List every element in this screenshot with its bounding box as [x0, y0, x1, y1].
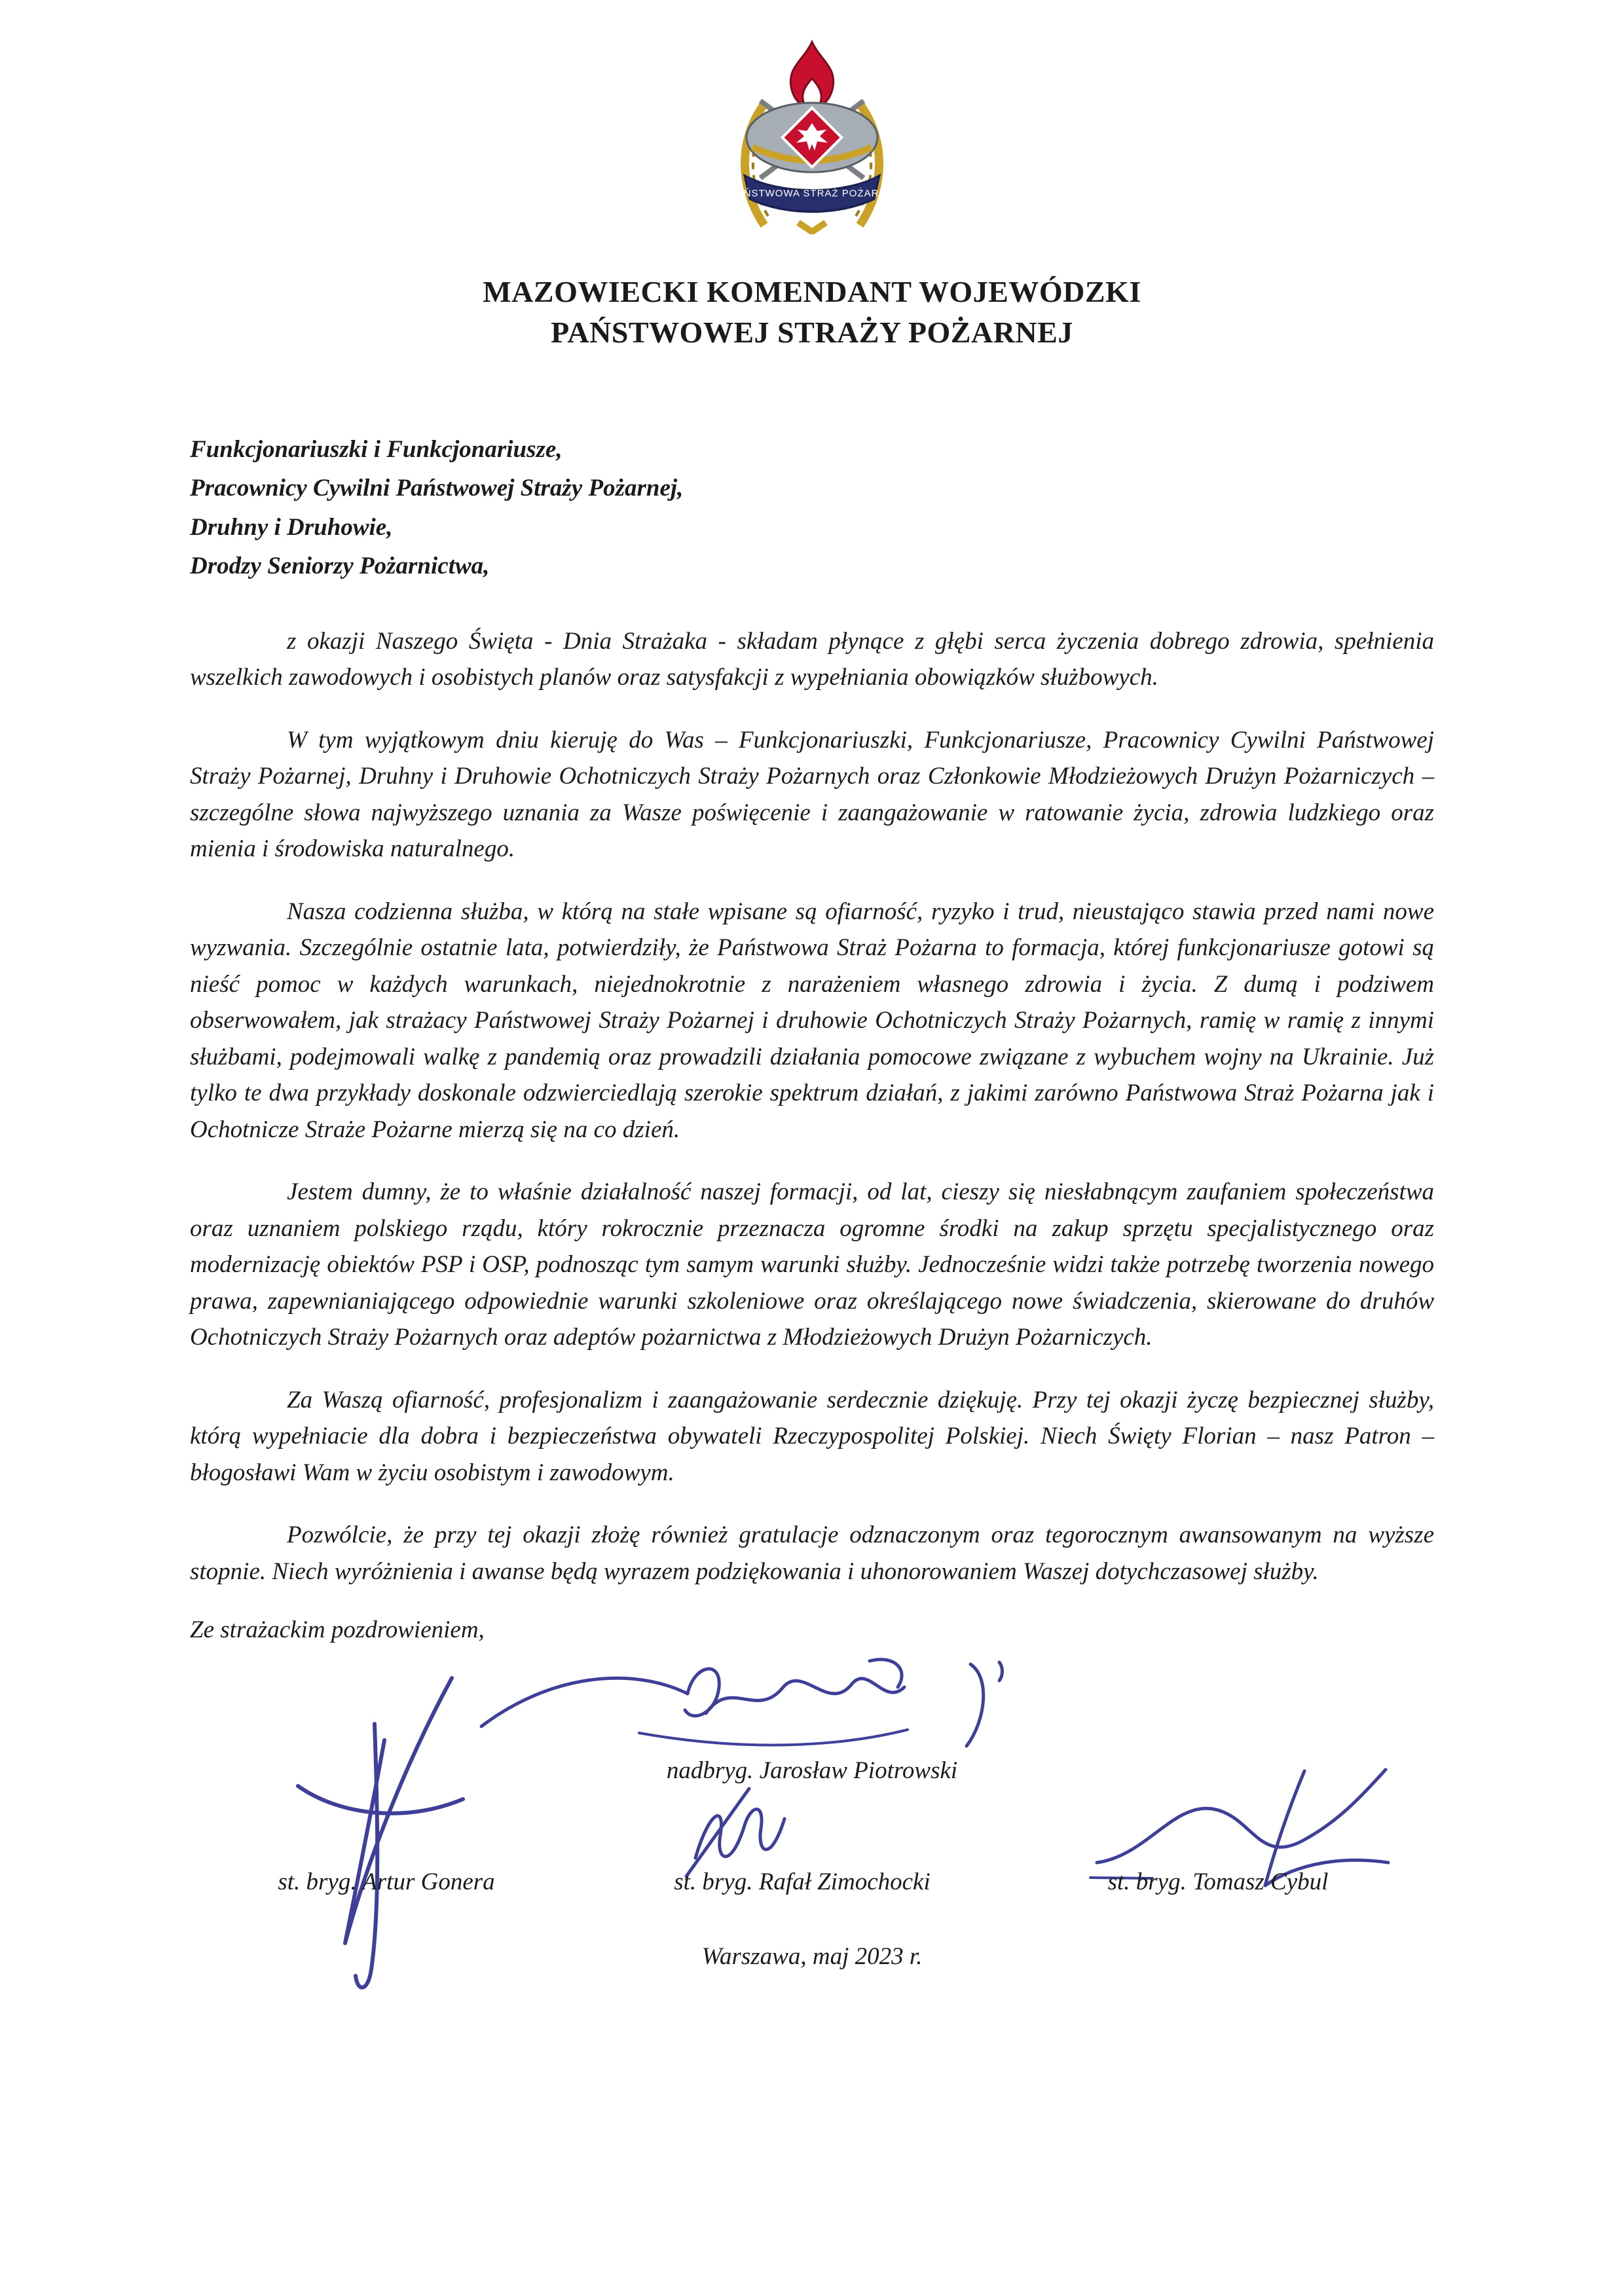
emblem-wrap	[190, 38, 1434, 238]
signature-name-left: st. bryg. Artur Gonera	[278, 1868, 495, 1896]
paragraph-6: Pozwólcie, że przy tej okazji złożę również gratulacje odznaczonym oraz tegorocznym awansowanym na wyższe stopnie. Niech wyróżnienia i awanse będą wyrazem podziękowania i uhonorowaniem Waszej dotychczasowej służby.	[190, 1522, 1434, 1585]
signature-jaroslaw-piotrowski	[471, 1647, 1028, 1761]
salutation-line-4: Drodzy Seniorzy Pożarnictwa,	[190, 552, 490, 579]
letter-date: Warszawa, maj 2023 r.	[701, 1943, 923, 1971]
paragraph-1: z okazji Naszego Święta - Dnia Strażaka - składam płynące z głębi serca życzenia dobrego zdrowia, spełnienia wszelkich zawodowych i osobistych planów oraz satysfakcji z wypełniania obowiązków służbowych.	[190, 627, 1434, 691]
closing-line: Ze strażackim pozdrowieniem,	[190, 1616, 485, 1644]
signature-name-center: st. bryg. Rafał Zimochocki	[674, 1868, 931, 1896]
letter-body	[190, 623, 1434, 1590]
salutation-line-2: Pracownicy Cywilni Państwowej Straży Pożarnej,	[190, 475, 684, 502]
signature-area	[190, 1658, 1434, 1920]
title-line-1: MAZOWIECKI KOMENDANT WOJEWÓDZKI	[483, 275, 1141, 308]
salutation-block	[190, 430, 1434, 585]
banner-text: PAŃSTWOWA STRAŻ POŻARNA	[729, 188, 895, 199]
paragraph-5: Za Waszą ofiarność, profesjonalizm i zaangażowanie serdecznie dziękuję. Przy tej okazji życzę bezpiecznej służby, którą wypełniacie dla dobra i bezpieczeństwa obywateli Rzeczypospolitej Polskiej. Niech Święty Florian – nasz Patron – błogosławi Wam w życiu osobistym i zawodowym.	[190, 1386, 1434, 1486]
signature-name-main: nadbryg. Jarosław Piotrowski	[666, 1757, 958, 1785]
flame-icon	[790, 42, 833, 109]
letter-title	[190, 272, 1434, 353]
paragraph-3: Nasza codzienna służba, w którą na stałe wpisane są ofiarność, ryzyko i trud, nieustająco stawia przed nami nowe wyzwania. Szczególnie ostatnie lata, potwierdziły, że Państwowa Straż Pożarna to formacja, której funkcjonariusze gotowi są nieść pomoc w każdych warunkach, niejednokrotnie z narażeniem własnego zdrowia i życia. Z dumą i podziwem obserwowałem, jak strażacy Państwowej Straży Pożarnej i druhowie Ochotniczych Straży Pożarnych, ramię w ramię z innymi służbami, podejmowali walkę z pandemią oraz prowadzili działania pomocowe związane z wybuchem wojny na Ukrainie. Już tylko te dwa przykłady doskonale odzwierciedlają szerokie spektrum działań, z jakimi zarówno Państwowa Straż Pożarna jak i Ochotnicze Straże Pożarne mierzą się na co dzień.	[190, 898, 1434, 1143]
signature-name-right: st. bryg. Tomasz Cybul	[1107, 1868, 1329, 1896]
paragraph-4: Jestem dumny, że to właśnie działalność naszej formacji, od lat, cieszy się niesłabnącym zaufaniem społeczeństwa oraz uznaniem polskiego rządu, który rokrocznie przeznacza ogromne środki na zakup sprzętu specjalistycznego oraz modernizację obiektów PSP i OSP, podnosząc tym samym warunki służby. Jednocześnie widzi także potrzebę tworzenia nowego prawa, zapewnianiającego odpowiednie warunki szkoleniowe oraz określającego nowe świadczenia, skierowane do druhów Ochotniczych Straży Pożarnych oraz adeptów pożarnictwa z Młodzieżowych Drużyn Pożarniczych.	[190, 1178, 1434, 1351]
title-line-2: PAŃSTWOWEJ STRAŻY POŻARNEJ	[551, 316, 1073, 350]
fire-service-emblem	[726, 38, 898, 234]
paragraph-2: W tym wyjątkowym dniu kieruję do Was – Funkcjonariuszki, Funkcjonariusze, Pracownicy Cywilni Państwowej Straży Pożarnej, Druhny i Druhowie Ochotniczych Straży Pożarnych oraz Członkowie Młodzieżowych Drużyn Pożarniczych – szczególne słowa najwyższego uznania za Wasze poświęcenie i zaangażowanie w ratowanie życia, zdrowia ludzkiego oraz mienia i środowiska naturalnego.	[190, 726, 1434, 863]
salutation-line-3: Druhny i Druhowie,	[190, 513, 393, 541]
signature-artur-gonera	[236, 1662, 491, 2002]
salutation-line-1: Funkcjonariuszki i Funkcjonariusze,	[190, 436, 563, 464]
